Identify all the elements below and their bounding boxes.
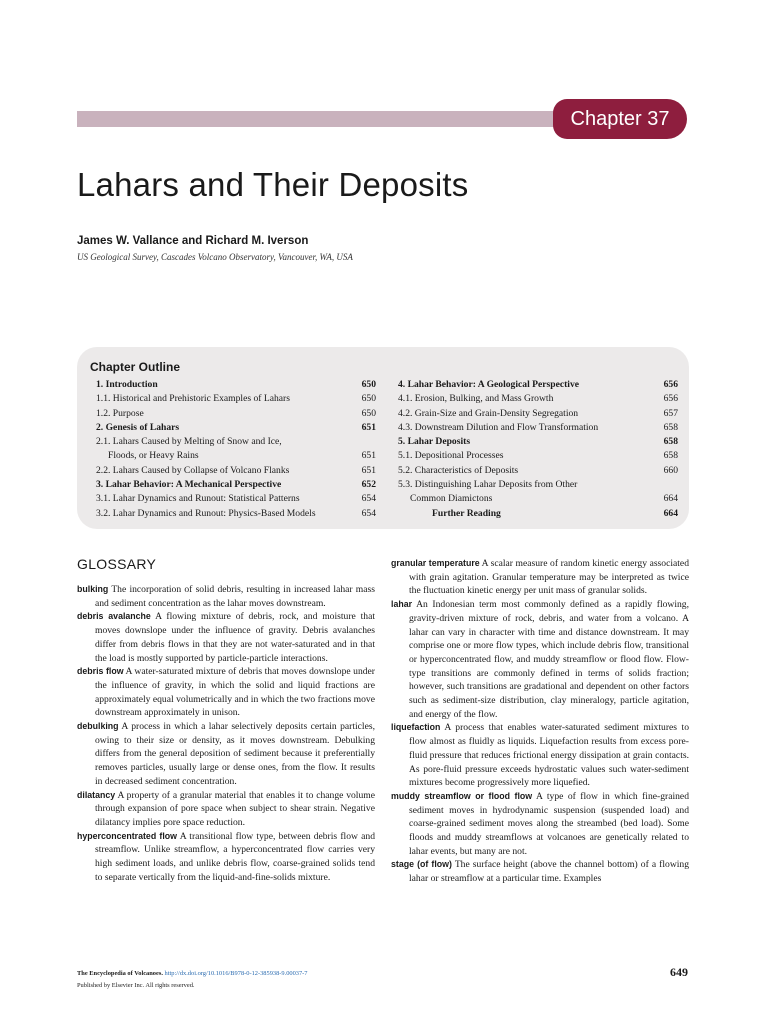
outline-right-column (392, 378, 678, 521)
outline-entry-page: 654 (361, 507, 376, 519)
outline-entry[interactable] (392, 407, 678, 421)
doi-link[interactable]: http://dx.doi.org/10.1016/B978-0-12-385938-9.00037-7 (164, 970, 308, 977)
outline-entry[interactable] (392, 507, 678, 521)
outline-entry-title: 1. Introduction (96, 379, 158, 390)
glossary-definition: A transitional flow type, between debris flow and streamflow. Unlike streamflow, a hyperconcentrated flow carries very high sediment loads, and unlike debris flow, coarse-grained solids tend to separate vertically from the liquid-and-fine-solids mixture. (95, 830, 375, 883)
outline-entry-page: 664 (663, 493, 678, 505)
glossary-term: dilatancy (77, 789, 116, 800)
glossary-right-column (391, 557, 689, 886)
outline-entry-page: 660 (663, 464, 678, 476)
glossary-term: hyperconcentrated flow (77, 830, 178, 841)
glossary-entry (391, 790, 689, 859)
glossary-term: granular temperature (391, 558, 480, 568)
outline-entry-page: 658 (663, 421, 678, 433)
outline-entry[interactable] (392, 464, 678, 478)
outline-entry-title: 2.1. Lahars Caused by Melting of Snow and Ice, (96, 436, 282, 448)
outline-left-column (90, 378, 376, 521)
outline-entry-title: 4. Lahar Behavior: A Geological Perspective (398, 379, 580, 390)
outline-entry-title: 1.2. Purpose (96, 407, 144, 419)
outline-entry-page: 664 (663, 507, 678, 519)
outline-entry[interactable] (90, 449, 376, 463)
outline-entry-title: 3.2. Lahar Dynamics and Runout: Physics-Based Models (96, 507, 316, 519)
glossary-definition: A process in which a lahar selectively deposits certain particles, owing to their size or density, as it moves downstream. Debulking differs from the general deposition of sediment because it preferentially removes particles, usually large or dense ones, from the flow. It results in decreased sediment concentration. (95, 721, 375, 787)
glossary-definition: A scalar measure of random kinetic energy associated with grain agitation. Granular temperature may be interpreted as twice the fluctuation kinetic energy per unit mass of granular solids. (409, 558, 689, 597)
glossary-definition: An Indonesian term most commonly defined as a rapidly flowing, gravity-driven mixture of rock, debris, and water from a volcano. A lahar can vary in character with time and distance downstream. It may comprise one or more flow types, which include debris flow, transitional or hyperconcentrated flow, and muddy streamflow or flood flow. Flow-type transitions are commonly defined in terms of solids fraction; however, such transitions are gradational and dependent on other factors such as sediment-size distribution, clay mineralogy, particle agitation, and energy of the flow. (409, 599, 689, 720)
outline-entry[interactable] (90, 435, 376, 449)
outline-entry[interactable] (90, 407, 376, 421)
outline-entry-page: 651 (361, 464, 376, 476)
glossary-term: stage (of flow) (391, 859, 452, 870)
glossary-heading: GLOSSARY (77, 556, 157, 572)
glossary-definition: A water-saturated mixture of debris that moves downslope under the influence of gravity, in which the solid and liquid fractions are approximately equal volumetrically and in which the two fractions move downstream approximately in unison. (95, 666, 376, 719)
outline-entry-page: 656 (663, 393, 678, 405)
outline-entry-page: 651 (361, 450, 376, 462)
affiliation: US Geological Survey, Cascades Volcano Observatory, Vancouver, WA, USA (77, 252, 353, 262)
outline-entry-title: 1.1. Historical and Prehistoric Examples of Lahars (96, 393, 290, 405)
outline-entry-page: 654 (361, 493, 376, 505)
outline-entry[interactable] (392, 449, 678, 463)
glossary-term: muddy streamflow or flood flow (391, 790, 533, 801)
outline-entry-page: 658 (663, 436, 678, 448)
outline-entry-page: 650 (361, 393, 376, 405)
glossary-entry (391, 598, 689, 721)
glossary-definition: A flowing mixture of debris, rock, and moisture that moves downslope under the influence of gravity. Debris avalanches differ from debris flows in that they are not water-saturated and in that the load is mostly supported by particle-particle interactions. (95, 611, 375, 664)
glossary-entry (77, 610, 375, 665)
outline-entry-page: 657 (663, 407, 678, 419)
outline-entry-title: Further Reading (432, 507, 501, 519)
glossary-entry (391, 557, 689, 598)
outline-entry[interactable] (392, 492, 678, 506)
glossary-term: debris avalanche (77, 611, 151, 622)
outline-entry-page: 656 (663, 379, 678, 390)
outline-entry[interactable] (392, 421, 678, 435)
glossary-term: debulking (77, 721, 119, 732)
outline-entry-title: 5.1. Depositional Processes (398, 450, 504, 462)
glossary-definition: A process that enables water-saturated sediment mixtures to flow almost as fluidly as liquids. Liquefaction results from excess pore-fluid pressure that reduces frictional energy dissipation at grain contacts. As pore-fluid pressure exceeds hydrostatic values such water-sediment mixtures become progressively more liquefied. (409, 722, 689, 789)
glossary-entry (391, 721, 689, 790)
header-band (77, 111, 562, 127)
glossary-entry (77, 789, 375, 830)
glossary-definition: A type of flow in which fine-grained sediment moves in hydrodynamic suspension (suspended load) and coarse-grained sediment moves along the streambed (bed load). Some floods and muddy streamflows at volcanoes are genetically related to lahar events, but many are not. (409, 790, 689, 857)
footer-book-title: The Encyclopedia of Volcanoes. (77, 970, 163, 977)
outline-entry[interactable] (90, 378, 376, 392)
page-number: 649 (670, 965, 688, 979)
glossary-definition: The surface height (above the channel bottom) of a flowing lahar or streamflow at a particular time. Examples (409, 859, 690, 885)
article-title: Lahars and Their Deposits (77, 166, 469, 203)
glossary-left-column (77, 583, 375, 884)
outline-entry-page: 652 (361, 479, 376, 491)
outline-entry[interactable] (392, 378, 678, 392)
authors: James W. Vallance and Richard M. Iverson (77, 235, 309, 247)
footer-publisher: Published by Elsevier Inc. All rights reserved. (77, 982, 195, 989)
glossary-entry (77, 720, 375, 789)
outline-entry[interactable] (90, 464, 376, 478)
outline-entry-title: Floods, or Heavy Rains (108, 450, 199, 462)
glossary-term: debris flow (77, 666, 124, 677)
outline-entry-title: 2. Genesis of Lahars (96, 421, 180, 433)
outline-entry-title: 5. Lahar Deposits (398, 436, 471, 448)
outline-entry-title: 4.1. Erosion, Bulking, and Mass Growth (398, 393, 554, 405)
glossary-entry (391, 858, 689, 885)
outline-entry-title: 5.3. Distinguishing Lahar Deposits from Other (398, 479, 578, 491)
outline-entry-page: 651 (361, 421, 376, 433)
footer-citation (77, 970, 308, 977)
glossary-entry (77, 583, 375, 610)
outline-entry-page: 650 (361, 407, 376, 419)
outline-entry-title: 4.2. Grain-Size and Grain-Density Segregation (398, 407, 579, 419)
outline-entry-page: 650 (361, 379, 376, 390)
outline-entry-title: 5.2. Characteristics of Deposits (398, 464, 519, 476)
outline-entry-title: 3.1. Lahar Dynamics and Runout: Statistical Patterns (96, 493, 300, 505)
outline-entry[interactable] (90, 492, 376, 506)
glossary-entry (77, 665, 375, 720)
outline-entry[interactable] (392, 392, 678, 406)
outline-entry-title: 4.3. Downstream Dilution and Flow Transformation (398, 421, 599, 433)
outline-entry-title: 3. Lahar Behavior: A Mechanical Perspective (96, 479, 282, 491)
chapter-outline-heading: Chapter Outline (90, 360, 181, 374)
glossary-entry (77, 830, 375, 885)
outline-entry[interactable] (90, 392, 376, 406)
outline-entry[interactable] (392, 435, 678, 449)
outline-entry[interactable] (392, 478, 678, 492)
outline-entry-title: Common Diamictons (410, 493, 493, 505)
outline-entry[interactable] (90, 478, 376, 492)
outline-entry[interactable] (90, 421, 376, 435)
outline-entry-page: 658 (663, 450, 678, 462)
glossary-term: lahar (391, 599, 413, 610)
outline-entry[interactable] (90, 507, 376, 521)
glossary-definition: A property of a granular material that enables it to change volume through expansion of pore space when subject to shear strain. Negative dilatancy implies pore space reduction. (95, 789, 375, 828)
glossary-term: bulking (77, 584, 109, 594)
glossary-definition: The incorporation of solid debris, resulting in increased lahar mass and sediment concentration as the lahar moves downstream. (95, 584, 375, 609)
glossary-term: liquefaction (391, 722, 441, 733)
chapter-label: Chapter 37 (553, 99, 687, 139)
outline-entry-title: 2.2. Lahars Caused by Collapse of Volcano Flanks (96, 464, 290, 476)
